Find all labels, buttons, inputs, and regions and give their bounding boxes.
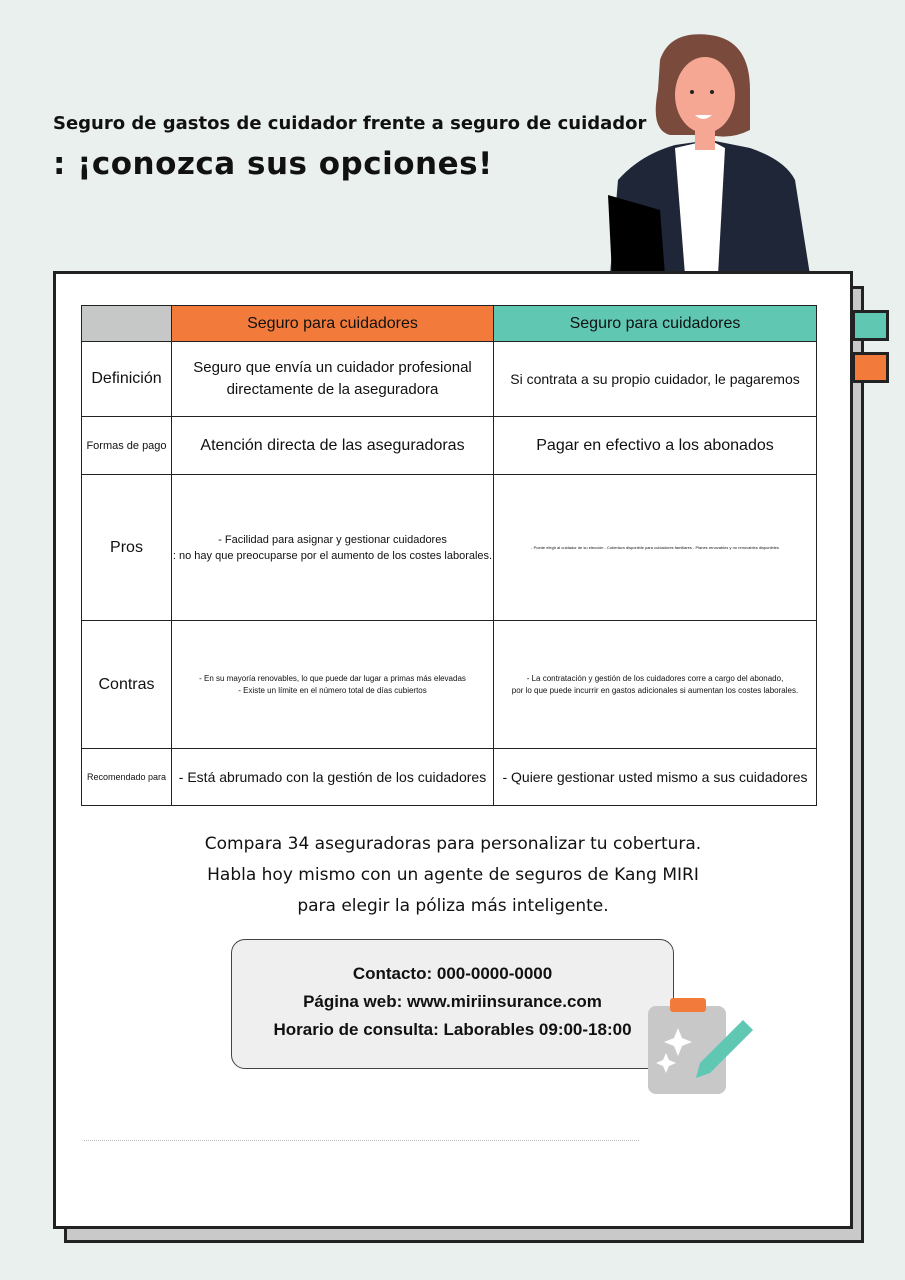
row-label: Recomendado para [82,749,172,806]
divider-line [84,1140,639,1141]
row-label: Formas de pago [82,417,172,475]
title-line-2: : ¡conozca sus opciones! [53,146,493,182]
cell-b: Si contrata a su propio cuidador, le pagaremos [494,342,817,417]
contact-website[interactable]: Página web: www.miriinsurance.com [303,992,602,1011]
table-row [82,749,817,806]
contact-phone: Contacto: 000-0000-0000 [352,964,553,983]
contact-hours: Horario de consulta: Laborables 09:00-18:00 [273,1020,632,1039]
row-label: Contras [82,621,172,749]
orange-tab [852,352,889,383]
table-row [82,417,817,475]
row-label: Pros [82,475,172,621]
cell-b: Pagar en efectivo a los abonados [494,417,817,475]
table-row [82,342,817,417]
cell-b: - Quiere gestionar usted mismo a sus cuidadores [494,749,817,806]
promo-line: Habla hoy mismo con un agente de seguros de Kang MIRI [207,865,699,885]
table-row [82,621,817,749]
row-label: Definición [82,342,172,417]
corner-header [82,306,172,342]
promo-line: Compara 34 aseguradoras para personalizar tu cobertura. [204,834,702,854]
cell-a: - Está abrumado con la gestión de los cuidadores [172,749,494,806]
col-header-a: Seguro para cuidadores [172,306,494,342]
promo-text [56,829,850,922]
col-header-b: Seguro para cuidadores [494,306,817,342]
cell-a: Atención directa de las aseguradoras [172,417,494,475]
cell-a: - En su mayoría renovables, lo que puede dar lugar a primas más elevadas - Existe un límite en el número total de días cubiertos [172,621,494,749]
comparison-card [53,271,853,1229]
title-line-1: Seguro de gastos de cuidador frente a seguro de cuidador [53,113,647,134]
agent-illustration [600,30,820,275]
teal-tab [852,310,889,341]
cell-b: - Puede elegir al cuidador de su elección - Cobertura disponible para cuidadores familiares - Planes renovables y no renovables disponibles [494,475,817,621]
cell-a: Seguro que envía un cuidador profesional directamente de la aseguradora [172,342,494,417]
contact-box [231,939,674,1069]
cell-a: - Facilidad para asignar y gestionar cuidadores : no hay que preocuparse por el aumento de los costes laborales. [172,475,494,621]
cell-b: - La contratación y gestión de los cuidadores corre a cargo del abonado, por lo que puede incurrir en gastos adicionales si aumentan los costes laborales. [494,621,817,749]
comparison-table [81,305,817,806]
table-row [82,475,817,621]
promo-line: para elegir la póliza más inteligente. [297,896,609,916]
